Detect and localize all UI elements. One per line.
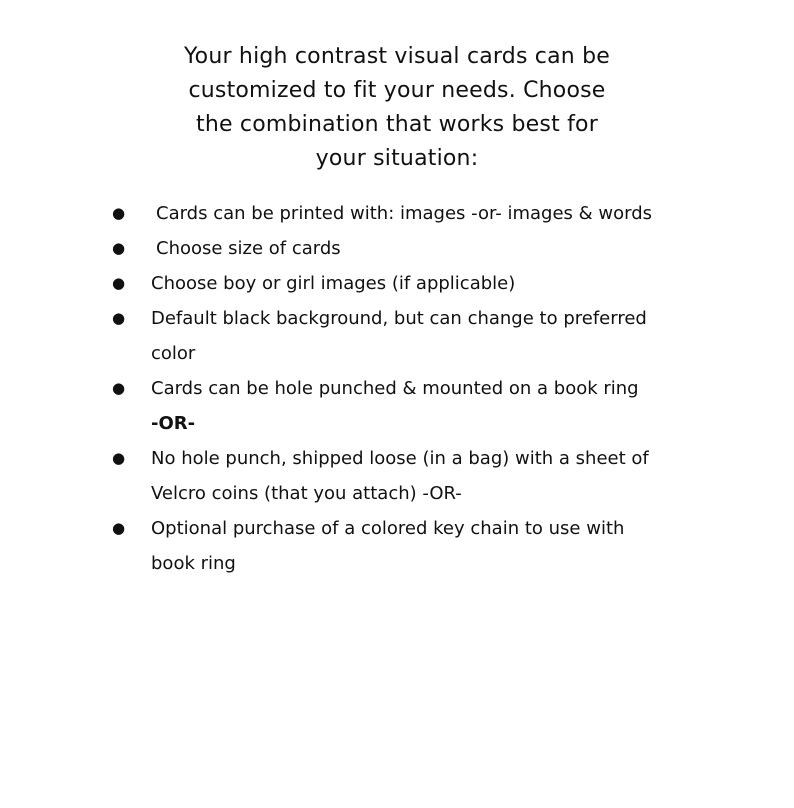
list-item <box>112 266 712 301</box>
list-item <box>112 511 712 581</box>
list-item-text: No hole punch, shipped loose (in a bag) with a sheet of <box>151 448 649 469</box>
list-item <box>112 301 712 371</box>
bullet-icon: ● <box>112 309 126 327</box>
list-item <box>112 231 712 266</box>
bullet-icon: ● <box>112 274 126 292</box>
intro-line: your situation: <box>315 146 479 171</box>
list-item-text: Cards can be hole punched & mounted on a book ring <box>151 378 639 399</box>
intro-line: Your high contrast visual cards can be <box>183 44 611 69</box>
bullet-icon: ● <box>112 519 126 537</box>
intro-paragraph <box>0 40 794 176</box>
list-item-text: Choose size of cards <box>156 238 341 259</box>
list-item-continuation: color <box>151 343 196 364</box>
list-item-continuation: book ring <box>151 553 236 574</box>
bullet-icon: ● <box>112 204 126 222</box>
list-item-text: Default black background, but can change to preferred <box>151 308 647 329</box>
options-list <box>112 196 712 581</box>
list-item <box>112 196 712 231</box>
list-item <box>112 371 712 406</box>
bullet-icon: ● <box>112 379 126 397</box>
bullet-icon: ● <box>112 449 126 467</box>
intro-line: customized to fit your needs. Choose <box>188 78 606 103</box>
list-item-text: Optional purchase of a colored key chain to use with <box>151 518 625 539</box>
intro-line: the combination that works best for <box>196 112 598 137</box>
or-separator: -OR- <box>151 413 196 434</box>
list-item <box>112 441 712 511</box>
bullet-icon: ● <box>112 239 126 257</box>
list-item-text: Choose boy or girl images (if applicable) <box>151 273 516 294</box>
list-item-text: Cards can be printed with: images -or- images & words <box>156 203 652 224</box>
list-item-continuation: Velcro coins (that you attach) -OR- <box>151 483 462 504</box>
